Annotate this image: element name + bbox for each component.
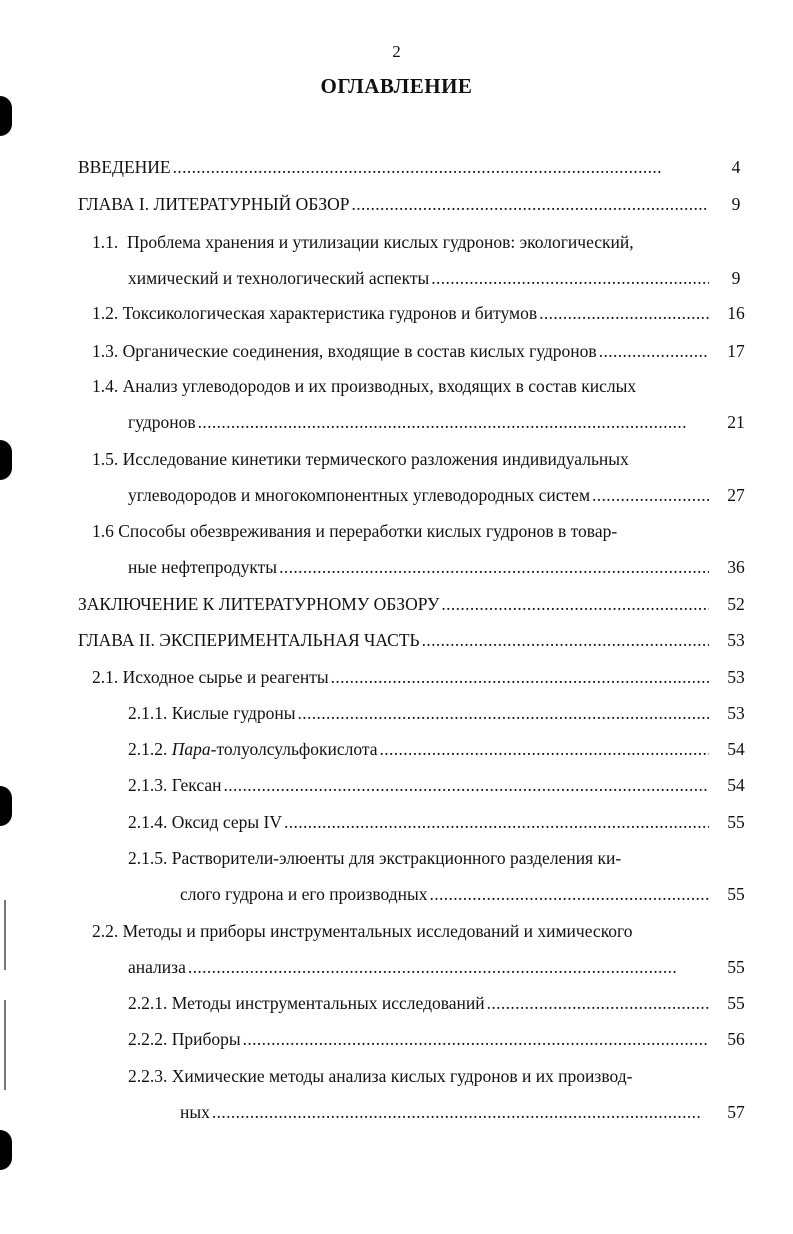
- binder-hole: [0, 1130, 12, 1170]
- leader-dots: [198, 412, 709, 432]
- leader-dots: [539, 303, 709, 323]
- toc-entry-label-continued: ные нефтепродукты: [128, 557, 278, 577]
- binder-hole: [0, 440, 12, 480]
- toc-entry-2-1-1[interactable]: [128, 703, 711, 723]
- toc-entry-page: 55: [727, 812, 745, 832]
- toc-entry-2-2-3-line2[interactable]: [180, 1102, 711, 1122]
- toc-entry-1-4-line1[interactable]: 1.4. Анализ углеводородов и их производных, входящих в состав кислых: [92, 376, 637, 396]
- toc-entry-page: 53: [727, 703, 745, 723]
- toc-entry-label: ЗАКЛЮЧЕНИЕ К ЛИТЕРАТУРНОМУ ОБЗОРУ: [78, 594, 440, 614]
- binder-hole: [0, 96, 12, 136]
- scan-artifact: [4, 900, 6, 970]
- toc-entry-2-1-5-line2[interactable]: [180, 884, 711, 904]
- toc-entry-label: ГЛАВА I. ЛИТЕРАТУРНЫЙ ОБЗОР: [78, 194, 350, 214]
- toc-entry-page: 16: [727, 303, 745, 323]
- toc-title: ОГЛАВЛЕНИЕ: [320, 74, 473, 98]
- page-number: 2: [392, 42, 401, 61]
- toc-entry-label: 1.2. Токсикологическая характеристика гудронов и битумов: [92, 303, 538, 323]
- toc-entry-page: 36: [727, 557, 745, 577]
- leader-dots: [331, 667, 709, 687]
- toc-entry-conclusion[interactable]: [78, 594, 711, 614]
- toc-entry-label: [128, 739, 378, 759]
- toc-entry-label: 2.1.1. Кислые гудроны: [128, 703, 296, 723]
- toc-entry-2-2-1[interactable]: [128, 993, 711, 1013]
- toc-entry-page: 52: [727, 594, 745, 614]
- toc-entry-page: 27: [727, 485, 745, 505]
- toc-entry-2-1-5-line1[interactable]: 2.1.5. Растворители-элюенты для экстракционного разделения ки-: [128, 848, 622, 868]
- toc-entry-page: 57: [727, 1102, 745, 1122]
- toc-entry-label: 2.1.3. Гексан: [128, 775, 222, 795]
- toc-entry-1-1-line1[interactable]: [92, 232, 634, 252]
- toc-entry-1-1-line2[interactable]: [128, 268, 711, 288]
- leader-dots: [487, 993, 709, 1013]
- toc-entry-label: 2.1.4. Оксид серы IV: [128, 812, 282, 832]
- toc-entry-1-2[interactable]: [92, 303, 711, 323]
- toc-entry-label: 1.3. Органические соединения, входящие в состав кислых гудронов: [92, 341, 597, 361]
- leader-dots: [284, 812, 709, 832]
- toc-entry-1-6-line2[interactable]: [128, 557, 711, 577]
- toc-entry-1-5-line2[interactable]: [128, 485, 711, 505]
- toc-entry-page: 53: [727, 630, 745, 650]
- leader-dots: [380, 739, 709, 759]
- section-number: 1.1.: [92, 232, 119, 252]
- toc-entry-label-continued: слого гудрона и его производных: [180, 884, 428, 904]
- leader-dots: [279, 557, 709, 577]
- leader-dots: [243, 1029, 709, 1049]
- leader-dots: [298, 703, 709, 723]
- toc-entry-page: 55: [727, 884, 745, 904]
- toc-entry-2-2-3-line1[interactable]: 2.2.3. Химические методы анализа кислых гудронов и их производ-: [128, 1066, 633, 1086]
- toc-entry-chapter-1[interactable]: [78, 194, 711, 214]
- toc-entry-label: ВВЕДЕНИЕ: [78, 157, 171, 177]
- toc-entry-label-continued: ных: [180, 1102, 210, 1122]
- toc-entry-2-2-2[interactable]: [128, 1029, 711, 1049]
- leader-dots: [188, 957, 709, 977]
- toc-entry-label-continued: гудронов: [128, 412, 196, 432]
- toc-entry-introduction[interactable]: [78, 157, 711, 177]
- toc-entry-2-2-line2[interactable]: [128, 957, 711, 977]
- scan-artifact: [4, 1000, 6, 1090]
- leader-dots: [422, 630, 709, 650]
- italic-prefix: Пара: [171, 739, 211, 759]
- toc-entry-page: 53: [727, 667, 745, 687]
- toc-entry-1-6-line1[interactable]: 1.6 Способы обезвреживания и переработки кислых гудронов в товар-: [92, 521, 618, 541]
- toc-entry-page: 56: [727, 1029, 745, 1049]
- leader-dots: [441, 594, 709, 614]
- leader-dots: [599, 341, 709, 361]
- leader-dots: [223, 775, 709, 795]
- toc-entry-1-4-line2[interactable]: [128, 412, 711, 432]
- toc-entry-label-continued: углеводородов и многокомпонентных углеводородных систем: [128, 485, 591, 505]
- toc-entry-label: ГЛАВА II. ЭКСПЕРИМЕНТАЛЬНАЯ ЧАСТЬ: [78, 630, 420, 650]
- toc-entry-2-1-4[interactable]: [128, 812, 711, 832]
- toc-entry-2-1[interactable]: [92, 667, 711, 687]
- leader-dots: [431, 268, 709, 288]
- binder-hole: [0, 786, 12, 826]
- toc-entry-page: 54: [727, 775, 745, 795]
- toc-entry-2-1-3[interactable]: [128, 775, 711, 795]
- toc-entry-page: 9: [731, 268, 741, 288]
- toc-entry-page: 55: [727, 957, 745, 977]
- toc-entry-page: 9: [731, 194, 741, 214]
- toc-entry-page: 55: [727, 993, 745, 1013]
- leader-dots: [352, 194, 710, 214]
- toc-entry-page: 17: [727, 341, 745, 361]
- toc-entry-1-3[interactable]: [92, 341, 711, 361]
- section-number: 2.1.2.: [128, 739, 172, 759]
- toc-entry-2-1-2[interactable]: [128, 739, 711, 759]
- toc-entry-label: Проблема хранения и утилизации кислых гудронов: экологический,: [127, 232, 634, 252]
- toc-entry-label: 2.1. Исходное сырье и реагенты: [92, 667, 329, 687]
- toc-entry-chapter-2[interactable]: [78, 630, 711, 650]
- toc-entry-label: 2.2.2. Приборы: [128, 1029, 241, 1049]
- leader-dots: [430, 884, 709, 904]
- toc-entry-page: 4: [731, 157, 741, 177]
- toc-entry-label: 2.2.1. Методы инструментальных исследований: [128, 993, 485, 1013]
- label-rest: -толуолсульфокислота: [210, 739, 378, 759]
- toc-entry-page: 21: [727, 412, 745, 432]
- toc-entry-label-continued: химический и технологический аспекты: [128, 268, 430, 288]
- leader-dots: [592, 485, 709, 505]
- leader-dots: [212, 1102, 709, 1122]
- toc-entry-label-continued: анализа: [128, 957, 186, 977]
- leader-dots: [173, 157, 709, 177]
- toc-entry-1-5-line1[interactable]: 1.5. Исследование кинетики термического разложения индивидуальных: [92, 449, 629, 469]
- toc-entry-2-2-line1[interactable]: 2.2. Методы и приборы инструментальных исследований и химического: [92, 921, 633, 941]
- toc-entry-page: 54: [727, 739, 745, 759]
